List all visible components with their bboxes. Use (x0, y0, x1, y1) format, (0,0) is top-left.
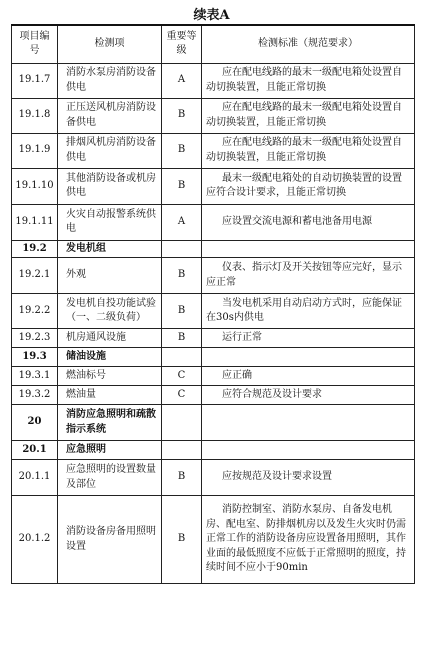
table-body (12, 63, 415, 584)
cell-code: 19.1.9 (12, 133, 58, 168)
cell-standard: 最末一级配电箱处的自动切换装置的设置应符合设计要求，且能正常切换 (202, 168, 415, 204)
cell-standard (202, 405, 415, 441)
cell-code: 19.1.7 (12, 63, 58, 98)
cell-standard: 应在配电线路的最末一级配电箱处设置自动切换装置，且能正常切换 (202, 133, 415, 168)
cell-item: 消防应急照明和疏散指示系统 (58, 405, 162, 441)
cell-code: 20.1.1 (12, 460, 58, 496)
cell-item: 应急照明的设置数量及部位 (58, 460, 162, 496)
cell-code: 19.2 (12, 240, 58, 258)
page-title: 续表A (193, 8, 230, 23)
table-row (12, 367, 415, 386)
cell-item: 外观 (58, 258, 162, 294)
cell-standard (202, 240, 415, 258)
cell-item: 储油设施 (58, 348, 162, 367)
section-row (12, 348, 415, 367)
cell-item: 燃油量 (58, 386, 162, 405)
cell-standard (202, 441, 415, 460)
cell-grade: A (162, 204, 202, 240)
cell-grade (162, 441, 202, 460)
cell-item: 发电机自投功能试验（一、二级负荷） (58, 294, 162, 329)
cell-standard: 消防控制室、消防水泵房、自备发电机房、配电室、防排烟机房以及发生火灾时仍需正常工作的消防设备房应设置备用照明，其作业面的最低照度不应低于正常照明的照度，持续时间不应小于90min (202, 496, 415, 584)
cell-standard: 应设置交流电源和蓄电池备用电源 (202, 204, 415, 240)
cell-item: 火灾自动报警系统供电 (58, 204, 162, 240)
cell-grade (162, 348, 202, 367)
cell-grade: B (162, 133, 202, 168)
cell-standard: 应正确 (202, 367, 415, 386)
cell-code: 20.1 (12, 441, 58, 460)
cell-code: 19.3 (12, 348, 58, 367)
cell-grade (162, 240, 202, 258)
cell-grade: A (162, 63, 202, 98)
cell-code: 20 (12, 405, 58, 441)
table-row (12, 258, 415, 294)
cell-item: 发电机组 (58, 240, 162, 258)
cell-standard: 运行正常 (202, 329, 415, 348)
cell-grade: B (162, 496, 202, 584)
cell-item: 应急照明 (58, 441, 162, 460)
table-row (12, 386, 415, 405)
cell-code: 19.2.1 (12, 258, 58, 294)
table-header-row (12, 25, 415, 63)
cell-grade: B (162, 258, 202, 294)
table-row (12, 496, 415, 584)
cell-grade: C (162, 386, 202, 405)
table-row (12, 204, 415, 240)
cell-grade: B (162, 294, 202, 329)
table-row (12, 329, 415, 348)
cell-item: 其他消防设备或机房供电 (58, 168, 162, 204)
cell-item: 燃油标号 (58, 367, 162, 386)
cell-grade (162, 405, 202, 441)
cell-item: 消防水泵房消防设备供电 (58, 63, 162, 98)
header-item: 检测项 (58, 25, 162, 63)
cell-grade: B (162, 98, 202, 133)
cell-grade: B (162, 168, 202, 204)
cell-standard: 应按规范及设计要求设置 (202, 460, 415, 496)
table-row (12, 63, 415, 98)
cell-code: 19.1.8 (12, 98, 58, 133)
table-row (12, 133, 415, 168)
cell-standard: 仪表、指示灯及开关按钮等应完好，显示应正常 (202, 258, 415, 294)
cell-code: 19.1.11 (12, 204, 58, 240)
cell-grade: C (162, 367, 202, 386)
cell-code: 19.1.10 (12, 168, 58, 204)
cell-item: 机房通风设施 (58, 329, 162, 348)
table-row (12, 168, 415, 204)
table-row (12, 460, 415, 496)
cell-code: 19.2.3 (12, 329, 58, 348)
table-row (12, 294, 415, 329)
cell-standard: 应在配电线路的最末一级配电箱处设置自动切换装置，且能正常切换 (202, 63, 415, 98)
inspection-table (11, 24, 415, 584)
cell-standard: 应在配电线路的最末一级配电箱处设置自动切换装置，且能正常切换 (202, 98, 415, 133)
cell-item: 正压送风机房消防设备供电 (58, 98, 162, 133)
cell-standard: 当发电机采用自动启动方式时，应能保证在30s内供电 (202, 294, 415, 329)
cell-standard: 应符合规范及设计要求 (202, 386, 415, 405)
section-row (12, 441, 415, 460)
cell-code: 19.3.2 (12, 386, 58, 405)
cell-grade: B (162, 329, 202, 348)
cell-code: 19.3.1 (12, 367, 58, 386)
section-row (12, 240, 415, 258)
table-row (12, 98, 415, 133)
cell-code: 19.2.2 (12, 294, 58, 329)
cell-item: 排烟风机房消防设备供电 (58, 133, 162, 168)
header-code: 项目编号 (12, 25, 58, 63)
cell-standard (202, 348, 415, 367)
cell-item: 消防设备房备用照明设置 (58, 496, 162, 584)
cell-code: 20.1.2 (12, 496, 58, 584)
header-grade: 重要等级 (162, 25, 202, 63)
header-standard: 检测标准（规范要求） (202, 25, 415, 63)
cell-grade: B (162, 460, 202, 496)
section-row (12, 405, 415, 441)
